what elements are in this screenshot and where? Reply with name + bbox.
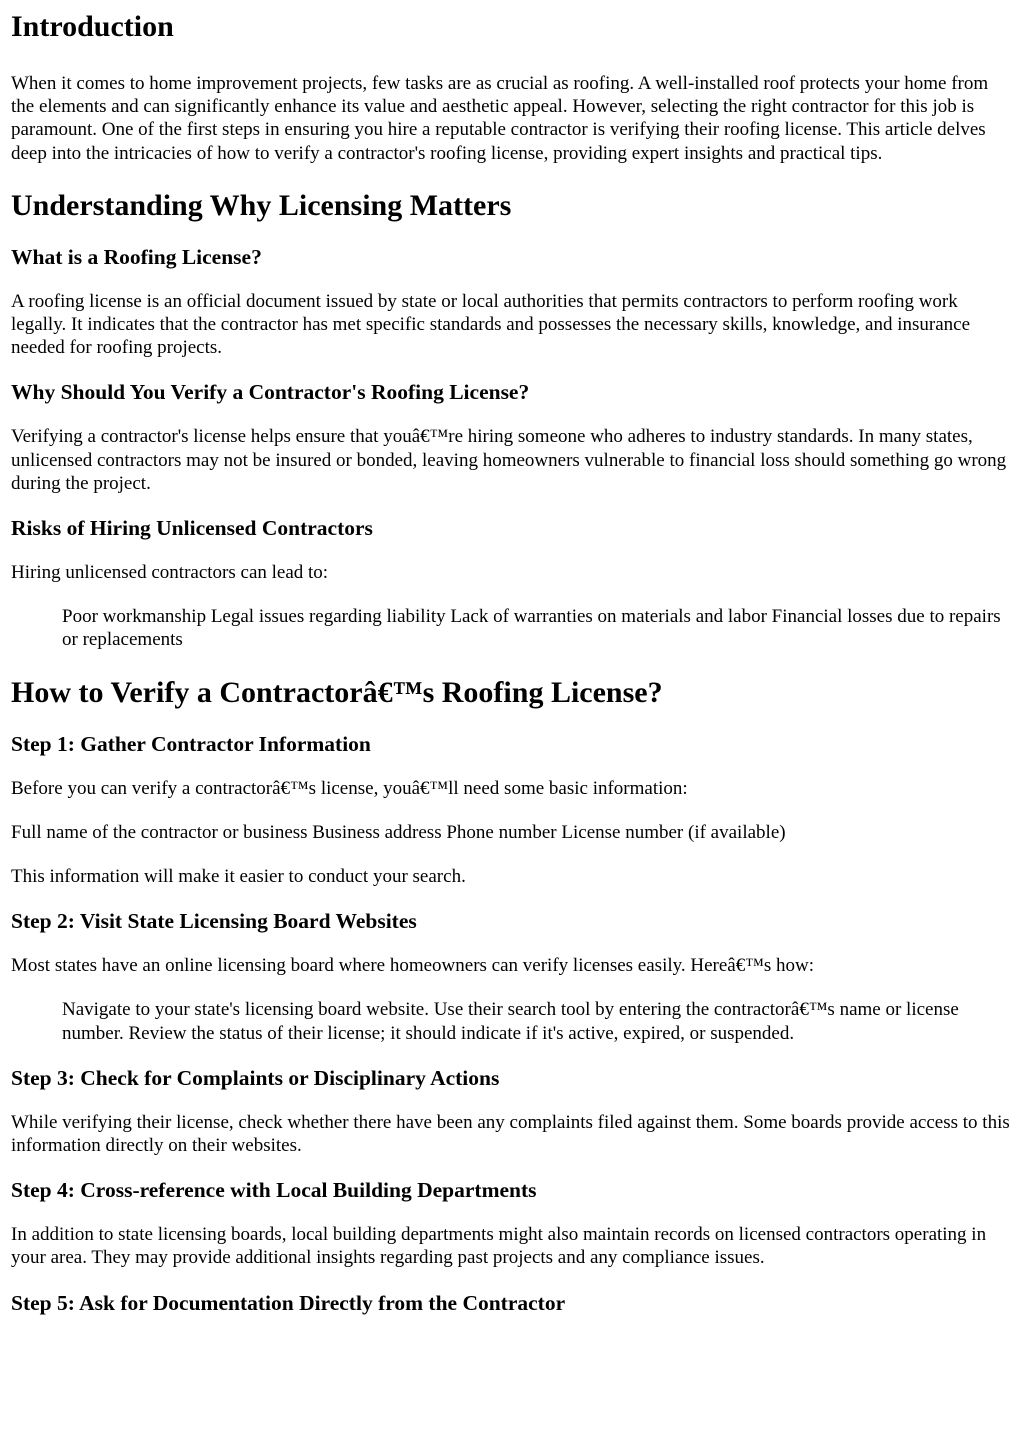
step3-paragraph: While verifying their license, check whether there have been any complaints filed against them. Some boards provide access to this information directly on their websites.: [11, 1111, 1010, 1157]
what-license-paragraph: A roofing license is an official document issued by state or local authorities that permits contractors to perform roofing work legally. It indicates that the contractor has met specific standards and possesses the necessary skills, knowledge, and insurance needed for roofing projects.: [11, 290, 971, 359]
step3-heading: Step 3: Check for Complaints or Disciplinary Actions: [11, 1065, 500, 1090]
licensing-heading: Understanding Why Licensing Matters: [11, 188, 512, 222]
step1-heading: Step 1: Gather Contractor Information: [11, 731, 371, 756]
step1-note: This information will make it easier to conduct your search.: [11, 866, 466, 888]
risks-paragraph: Hiring unlicensed contractors can lead to:: [11, 562, 329, 584]
step2-list: Navigate to your state's licensing board website. Use their search tool by entering the contractorâ€™s name or license number. Review the status of their license; it should indicate if it's active, expired, or suspended.: [62, 999, 959, 1044]
why-verify-heading: Why Should You Verify a Contractor's Roofing License?: [11, 380, 530, 405]
why-verify-paragraph: Verifying a contractor's license helps ensure that youâ€™re hiring someone who adheres to industry standards. In many states, unlicensed contractors may not be insured or bonded, leaving homeowners vulnerable to financial loss should something go wrong during the project.: [11, 426, 1007, 494]
article: [0, 9, 1024, 1316]
verify-heading: How to Verify a Contractorâ€™s Roofing License?: [11, 675, 663, 709]
intro-heading: Introduction: [11, 10, 174, 43]
step2-heading: Step 2: Visit State Licensing Board Websites: [11, 909, 417, 934]
step4-paragraph: In addition to state licensing boards, local building departments might also maintain records on licensed contractors operating in your area. They may provide additional insights regarding past projects and any compliance issues.: [11, 1224, 987, 1269]
risks-list: Poor workmanship Legal issues regarding liability Lack of warranties on materials and labor Financial losses due to repairs or replacements: [62, 606, 1001, 651]
step1-paragraph: Before you can verify a contractorâ€™s license, youâ€™ll need some basic information:: [11, 777, 688, 799]
step4-heading: Step 4: Cross-reference with Local Building Departments: [11, 1178, 537, 1203]
intro-paragraph: When it comes to home improvement projects, few tasks are as crucial as roofing. A well-installed roof protects your home from the elements and can significantly enhance its value and aesthetic appeal. However, selecting the right contractor for this job is paramount. One of the first steps in ensuring you hire a reputable contractor is verifying their roofing license. This article delves deep into the intricacies of how to verify a contractor's roofing license, providing expert insights and practical tips.: [11, 73, 989, 164]
step2-paragraph: Most states have an online licensing board where homeowners can verify licenses easily. Hereâ€™s how:: [11, 955, 815, 977]
step5-heading: Step 5: Ask for Documentation Directly from the Contractor: [11, 1290, 566, 1315]
what-license-heading: What is a Roofing License?: [11, 244, 262, 269]
risks-heading: Risks of Hiring Unlicensed Contractors: [11, 516, 373, 541]
step1-list: Full name of the contractor or business Business address Phone number License number (if available): [11, 821, 786, 843]
